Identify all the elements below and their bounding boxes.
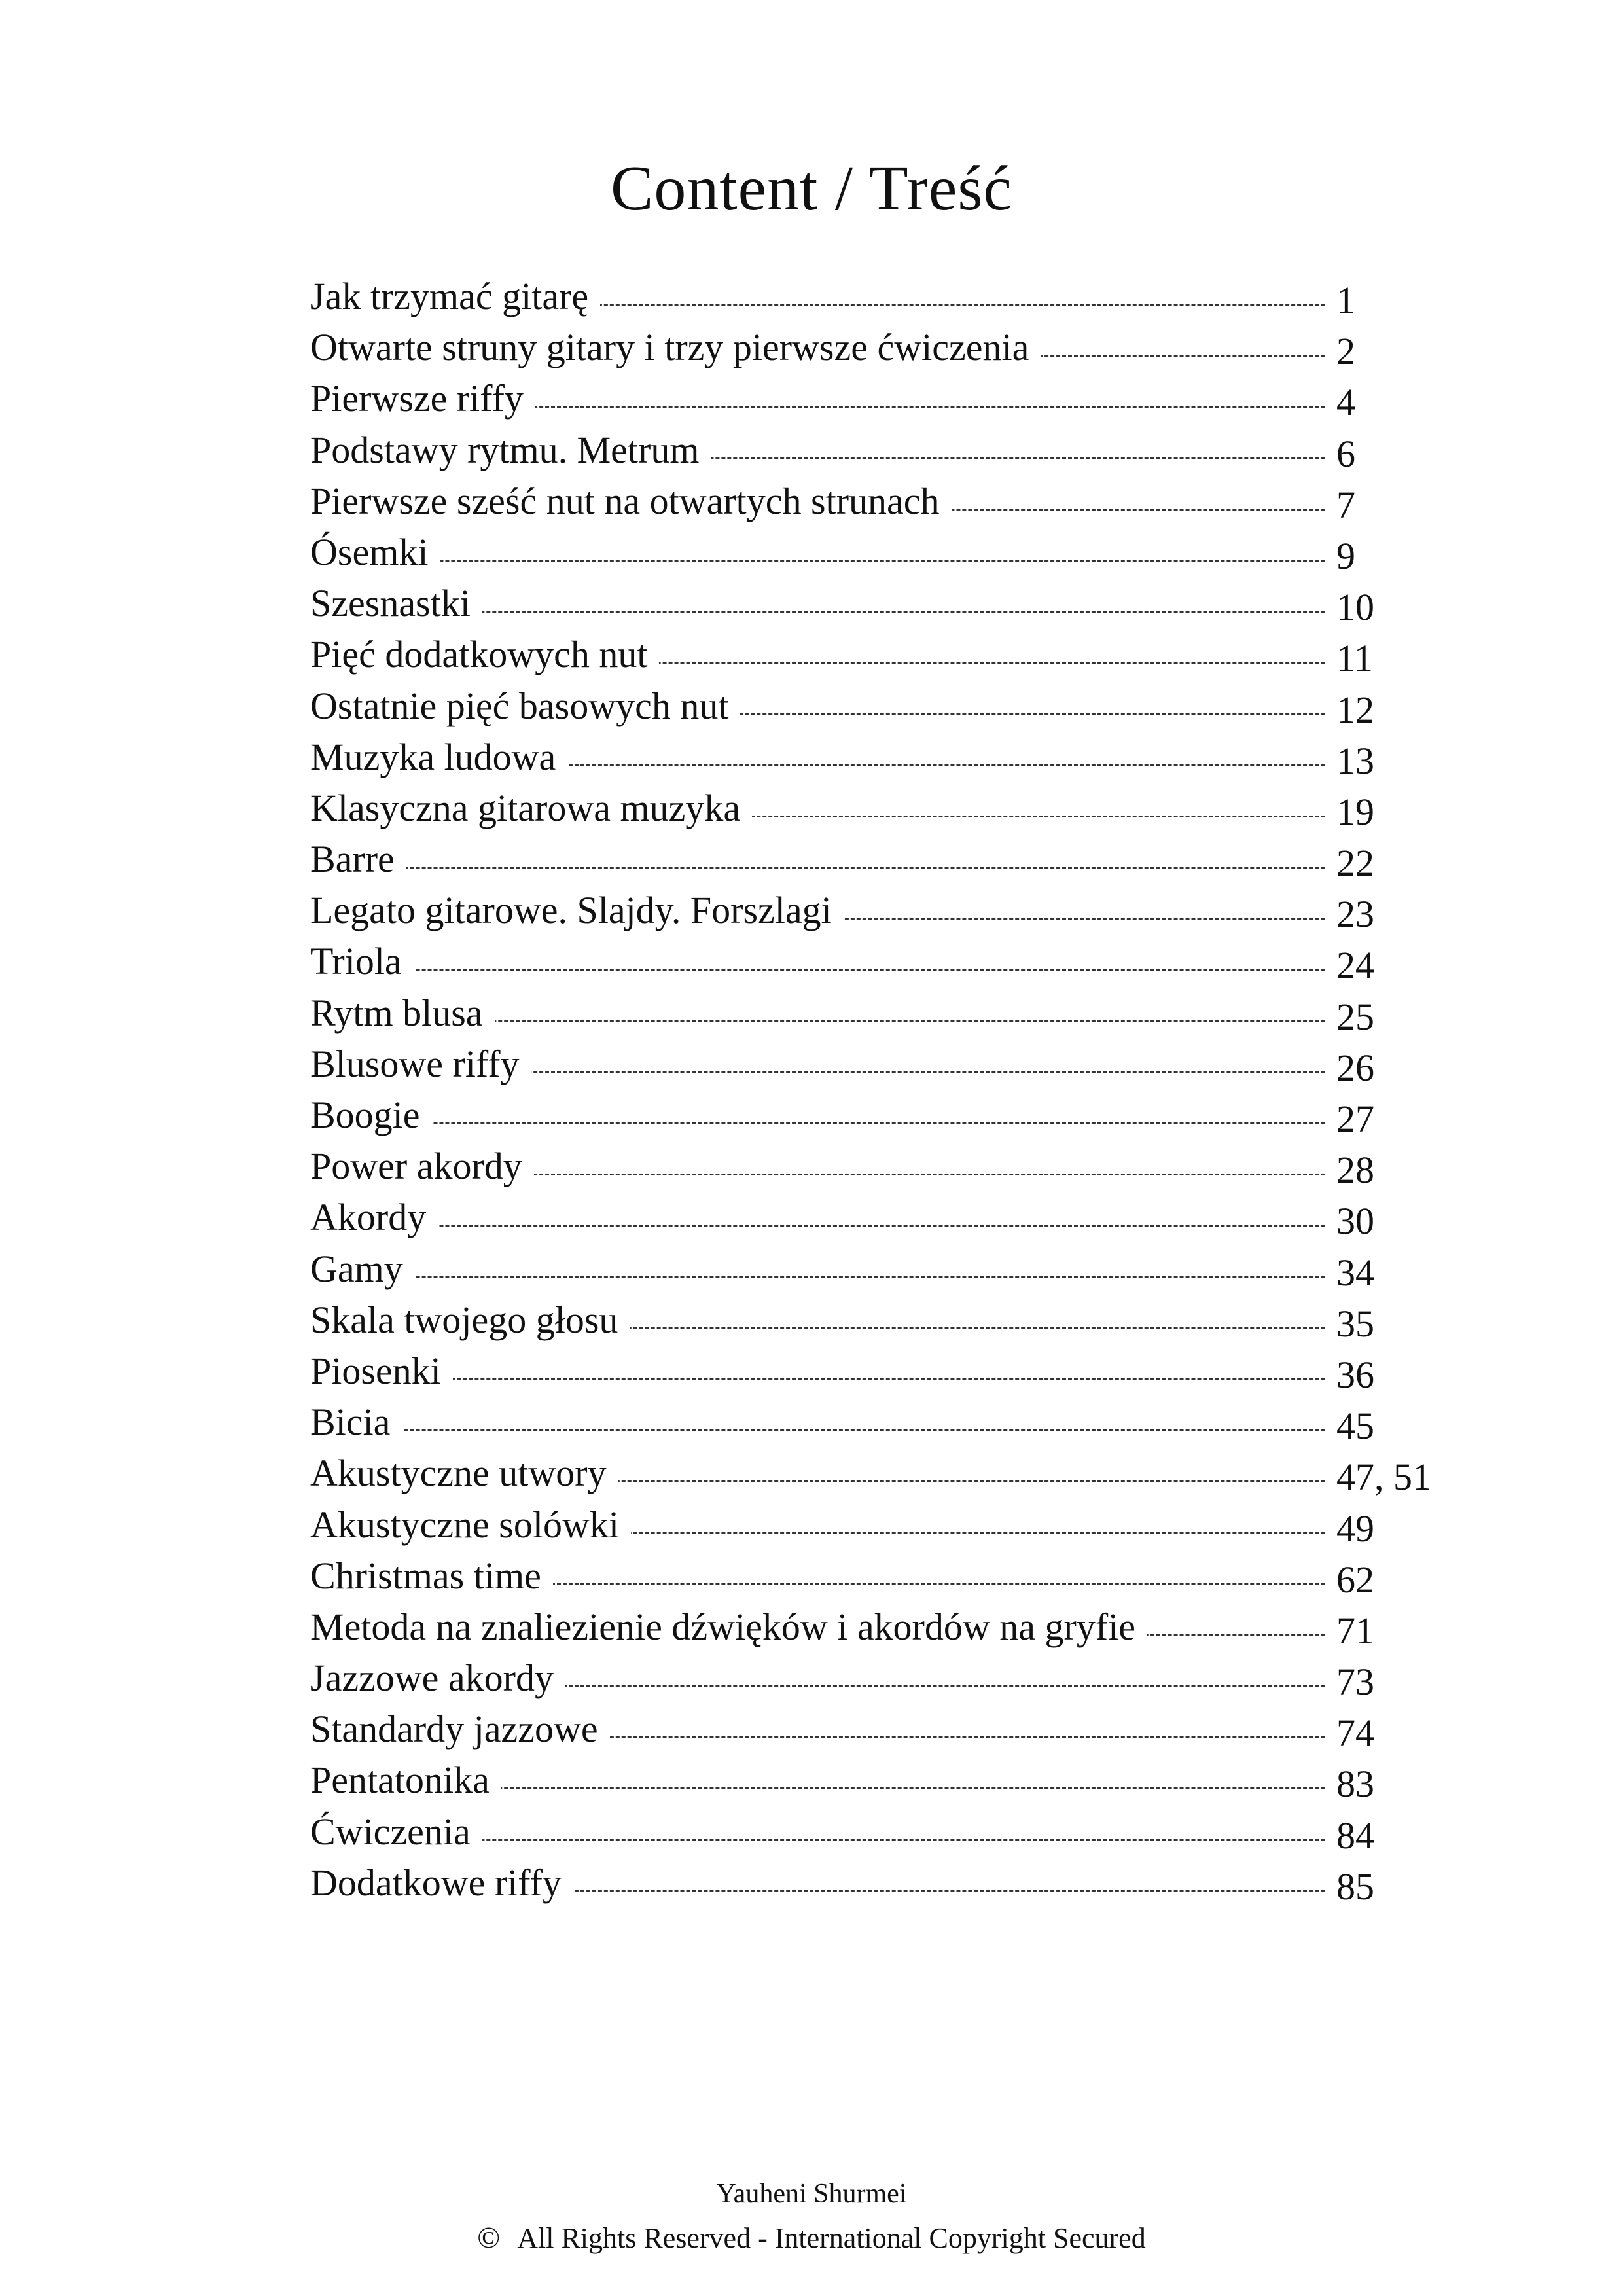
toc-entry-label-wrap [310, 1551, 1325, 1602]
table-of-contents [310, 271, 1455, 1909]
dotted-leader [310, 969, 1325, 971]
toc-entry [310, 988, 1455, 1039]
toc-entry-label-wrap [310, 1039, 1325, 1090]
author-name: Yauheni Shurmei [716, 2179, 907, 2209]
toc-entry [310, 1244, 1455, 1295]
toc-entry-label-wrap [310, 936, 1325, 987]
toc-entry [310, 834, 1455, 885]
toc-entry-page: 74 [1336, 1712, 1374, 1755]
copyright-icon: © [477, 2221, 501, 2254]
toc-entry-label-wrap [310, 425, 1325, 476]
toc-entry [310, 629, 1455, 680]
toc-entry-label: Skala twojego głosu [310, 1299, 630, 1341]
toc-entry-label-wrap [310, 1295, 1325, 1346]
toc-entry-label: Akustyczne utwory [310, 1452, 618, 1494]
toc-entry-label: Legato gitarowe. Slajdy. Forszlagi [310, 889, 844, 931]
page-title: Content / Treść [611, 153, 1012, 224]
toc-entry-page: 6 [1336, 432, 1355, 475]
toc-entry-label-wrap [310, 271, 1325, 322]
toc-entry [310, 1141, 1455, 1192]
toc-entry-label: Muzyka ludowa [310, 736, 567, 778]
toc-entry-page: 49 [1336, 1507, 1374, 1550]
toc-entry-label: Triola [310, 940, 414, 982]
toc-entry-page: 1 [1336, 279, 1355, 321]
toc-entry-label: Podstawy rytmu. Metrum [310, 429, 711, 471]
toc-entry [310, 1295, 1455, 1346]
toc-entry-page: 47, 51 [1336, 1456, 1431, 1499]
toc-entry [310, 425, 1455, 476]
toc-entry-label: Ósemki [310, 531, 440, 573]
toc-entry-label: Szesnastki [310, 582, 482, 624]
toc-entry-page: 7 [1336, 483, 1355, 526]
toc-entry-label-wrap [310, 1244, 1325, 1295]
toc-entry-page: 85 [1336, 1865, 1374, 1908]
toc-entry [310, 578, 1455, 629]
toc-entry [310, 1704, 1455, 1755]
toc-entry-label-wrap [310, 476, 1325, 527]
toc-entry [310, 1397, 1455, 1448]
toc-entry-label: Power akordy [310, 1145, 534, 1187]
toc-entry-label: Blusowe riffy [310, 1043, 531, 1085]
toc-entry-page: 71 [1336, 1609, 1374, 1652]
toc-entry-page: 24 [1336, 944, 1374, 987]
toc-entry-label-wrap [310, 1653, 1325, 1704]
copyright-text: All Rights Reserved - International Copyright Secured [517, 2222, 1146, 2254]
dotted-leader [310, 1429, 1325, 1431]
toc-entry [310, 783, 1455, 834]
toc-entry-label-wrap [310, 988, 1325, 1039]
toc-entry [310, 1857, 1455, 1909]
copyright-notice [0, 2219, 1623, 2257]
toc-entry [310, 1806, 1455, 1857]
toc-entry-label: Bicia [310, 1401, 402, 1443]
toc-entry-label-wrap [310, 1346, 1325, 1397]
toc-entry-label-wrap [310, 681, 1325, 732]
toc-entry [310, 1192, 1455, 1243]
toc-entry-page: 28 [1336, 1149, 1374, 1192]
toc-entry-page: 73 [1336, 1660, 1374, 1704]
toc-entry [310, 527, 1455, 578]
toc-entry-label-wrap [310, 578, 1325, 629]
toc-entry [310, 1653, 1455, 1704]
toc-entry [310, 1602, 1455, 1653]
toc-entry-page: 23 [1336, 893, 1374, 936]
toc-entry-label-wrap [310, 1806, 1325, 1857]
toc-entry-page: 34 [1336, 1251, 1374, 1294]
toc-entry-label-wrap [310, 1857, 1325, 1909]
toc-entry-label: Pięć dodatkowych nut [310, 633, 659, 675]
toc-entry-page: 26 [1336, 1046, 1374, 1089]
dotted-leader [310, 560, 1325, 562]
toc-entry-label-wrap [310, 527, 1325, 578]
toc-entry-page: 30 [1336, 1200, 1374, 1243]
toc-entry [310, 1090, 1455, 1141]
toc-entry-page: 35 [1336, 1302, 1374, 1345]
toc-entry-label-wrap [310, 629, 1325, 680]
toc-entry-label: Standardy jazzowe [310, 1708, 610, 1750]
toc-entry-label: Otwarte struny gitary i trzy pierwsze ćwiczenia [310, 326, 1041, 368]
toc-entry-label: Rytm blusa [310, 992, 495, 1034]
toc-entry-page: 45 [1336, 1405, 1374, 1448]
toc-entry [310, 476, 1455, 527]
toc-entry-label: Pierwsze riffy [310, 377, 535, 420]
toc-entry-page: 19 [1336, 790, 1374, 833]
toc-entry-label: Barre [310, 838, 406, 880]
toc-entry-label-wrap [310, 732, 1325, 783]
dotted-leader [310, 1122, 1325, 1124]
toc-entry-label-wrap [310, 885, 1325, 936]
toc-entry-label-wrap [310, 1602, 1325, 1653]
dotted-leader [310, 1276, 1325, 1278]
toc-entry-label: Jak trzymać gitarę [310, 275, 600, 317]
toc-entry-label-wrap [310, 783, 1325, 834]
toc-entry [310, 271, 1455, 322]
toc-entry-page: 36 [1336, 1353, 1374, 1396]
toc-entry [310, 1039, 1455, 1090]
toc-entry-page: 27 [1336, 1098, 1374, 1140]
toc-entry-label: Christmas time [310, 1554, 553, 1597]
toc-entry-label-wrap [310, 1755, 1325, 1806]
toc-entry-label: Pierwsze sześć nut na otwartych strunach [310, 480, 952, 522]
toc-entry-page: 22 [1336, 842, 1374, 885]
toc-entry-label-wrap [310, 1397, 1325, 1448]
toc-entry-label: Pentatonika [310, 1759, 501, 1801]
toc-entry [310, 681, 1455, 732]
toc-entry-label-wrap [310, 1192, 1325, 1243]
dotted-leader [310, 1378, 1325, 1380]
toc-entry [310, 1551, 1455, 1602]
toc-entry-label-wrap [310, 373, 1325, 424]
toc-entry-label: Ostatnie pięć basowych nut [310, 685, 740, 727]
toc-entry [310, 1346, 1455, 1397]
toc-entry-label-wrap [310, 322, 1325, 373]
toc-entry [310, 1448, 1455, 1499]
toc-entry-label: Gamy [310, 1247, 415, 1290]
toc-entry [310, 885, 1455, 936]
toc-entry-label-wrap [310, 834, 1325, 885]
toc-entry-page: 83 [1336, 1763, 1374, 1806]
toc-entry-label: Akustyczne solówki [310, 1503, 631, 1546]
toc-entry-label-wrap [310, 1499, 1325, 1551]
toc-entry-label-wrap [310, 1448, 1325, 1499]
toc-entry-page: 10 [1336, 586, 1374, 629]
toc-entry-page: 2 [1336, 330, 1355, 373]
toc-entry [310, 1499, 1455, 1551]
toc-entry-label: Metoda na znaliezienie dźwięków i akordów na gryfie [310, 1605, 1147, 1648]
toc-entry-page: 13 [1336, 739, 1374, 782]
toc-entry-label: Dodatkowe riffy [310, 1861, 573, 1904]
toc-entry-label: Boogie [310, 1094, 432, 1136]
toc-entry [310, 1755, 1455, 1806]
toc-entry-label: Klasyczna gitarowa muzyka [310, 787, 752, 829]
toc-entry [310, 732, 1455, 783]
dotted-leader [310, 1225, 1325, 1227]
toc-entry-label-wrap [310, 1704, 1325, 1755]
toc-entry-label: Piosenki [310, 1350, 453, 1392]
toc-entry [310, 936, 1455, 987]
toc-entry-page: 12 [1336, 688, 1374, 731]
toc-entry-page: 4 [1336, 381, 1355, 424]
toc-entry-label-wrap [310, 1090, 1325, 1141]
toc-entry-label: Ćwiczenia [310, 1810, 482, 1853]
toc-entry-label: Jazzowe akordy [310, 1657, 565, 1699]
toc-entry-label: Akordy [310, 1196, 438, 1238]
toc-entry [310, 322, 1455, 373]
dotted-leader [310, 867, 1325, 869]
toc-entry-page: 25 [1336, 995, 1374, 1038]
toc-entry-page: 62 [1336, 1558, 1374, 1601]
toc-entry-label-wrap [310, 1141, 1325, 1192]
toc-entry [310, 373, 1455, 424]
toc-entry-page: 84 [1336, 1814, 1374, 1857]
toc-entry-page: 9 [1336, 534, 1355, 577]
toc-entry-page: 11 [1336, 637, 1373, 680]
